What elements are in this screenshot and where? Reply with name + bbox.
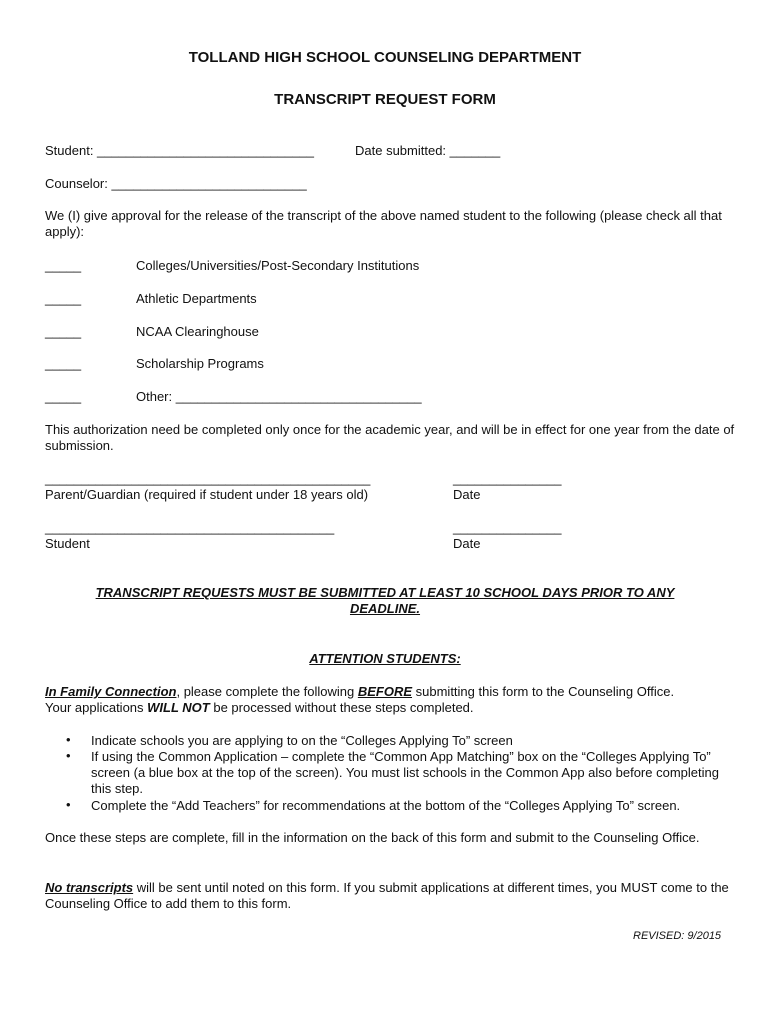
form-title: TRANSCRIPT REQUEST FORM bbox=[274, 91, 496, 108]
page-title: TOLLAND HIGH SCHOOL COUNSELING DEPARTMENT bbox=[188, 49, 582, 66]
family-connection-emph: In Family Connection bbox=[45, 684, 177, 699]
counselor-field: Counselor: ___________________________ bbox=[45, 176, 307, 191]
student-field: Student: ______________________________ bbox=[45, 143, 314, 158]
checkbox-blank: _____ bbox=[45, 258, 82, 273]
bullet-icon: • bbox=[66, 732, 71, 747]
checklist-label: Scholarship Programs bbox=[136, 356, 264, 371]
bullet-icon: • bbox=[66, 797, 71, 812]
parent-signature-line: _____________________________________________ bbox=[45, 471, 371, 486]
student-date-line: _______________ bbox=[453, 520, 562, 535]
intro-text-3: Your applications bbox=[45, 700, 148, 715]
intro-text-4: be processed without these steps completed. bbox=[209, 700, 474, 715]
intro-text-1: , please complete the following bbox=[176, 684, 358, 699]
student-date-label: Date bbox=[453, 536, 481, 551]
will-not-emph: WILL NOT bbox=[147, 700, 210, 715]
checkbox-blank: _____ bbox=[45, 356, 82, 371]
checklist-label: Athletic Departments bbox=[136, 291, 257, 306]
attention-heading: ATTENTION STUDENTS: bbox=[309, 651, 461, 666]
deadline-line-1: TRANSCRIPT REQUESTS MUST BE SUBMITTED AT LEAST 10 SCHOOL DAYS PRIOR TO ANY bbox=[95, 585, 675, 600]
date-submitted-field: Date submitted: _______ bbox=[355, 143, 501, 158]
student-signature-line: ________________________________________ bbox=[45, 520, 335, 535]
steps-complete-text: Once these steps are complete, fill in the information on the back of this form and submit to the Counseling Office. bbox=[45, 830, 700, 845]
list-item: Indicate schools you are applying to on the “Colleges Applying To” screen bbox=[91, 733, 513, 748]
list-item: Complete the “Add Teachers” for recommendations at the bottom of the “Colleges Applying To” screen. bbox=[91, 798, 681, 813]
list-item: If using the Common Application – complete the “Common App Matching” box on the “Colleges Applying To” screen (a blue box at the top of the screen). You must list schools in the Common App also before completing this step. bbox=[91, 749, 719, 796]
student-signature-label: Student bbox=[45, 536, 90, 551]
parent-date-label: Date bbox=[453, 487, 481, 502]
checklist-label: NCAA Clearinghouse bbox=[136, 324, 259, 339]
approval-text: We (I) give approval for the release of the transcript of the above named student to the following (please check all that apply): bbox=[45, 208, 722, 239]
attention-intro-line-2 bbox=[45, 700, 474, 716]
bullet-icon: • bbox=[66, 748, 71, 763]
no-transcripts-body: will be sent until noted on this form. If you submit applications at different times, you MUST come to the Counseling Office to add them to this form. bbox=[45, 880, 729, 911]
intro-text-2: submitting this form to the Counseling Office. bbox=[412, 684, 675, 699]
checkbox-blank: _____ bbox=[45, 324, 82, 339]
checkbox-blank: _____ bbox=[45, 389, 82, 404]
checklist-label: Other: __________________________________ bbox=[136, 389, 422, 404]
no-transcripts-emph: No transcripts bbox=[45, 880, 134, 895]
checkbox-blank: _____ bbox=[45, 291, 82, 306]
authorization-text: This authorization need be completed only once for the academic year, and will be in effect for one year from the date of submission. bbox=[45, 422, 735, 453]
checklist-label: Colleges/Universities/Post-Secondary Institutions bbox=[136, 258, 420, 273]
deadline-line-2: DEADLINE. bbox=[349, 601, 421, 616]
revised-date: REVISED: 9/2015 bbox=[633, 930, 722, 942]
attention-intro-line-1 bbox=[45, 684, 674, 700]
before-emph: BEFORE bbox=[357, 684, 413, 699]
no-transcripts-text bbox=[45, 880, 735, 912]
parent-date-line: _______________ bbox=[453, 471, 562, 486]
parent-signature-label: Parent/Guardian (required if student under 18 years old) bbox=[45, 487, 369, 502]
